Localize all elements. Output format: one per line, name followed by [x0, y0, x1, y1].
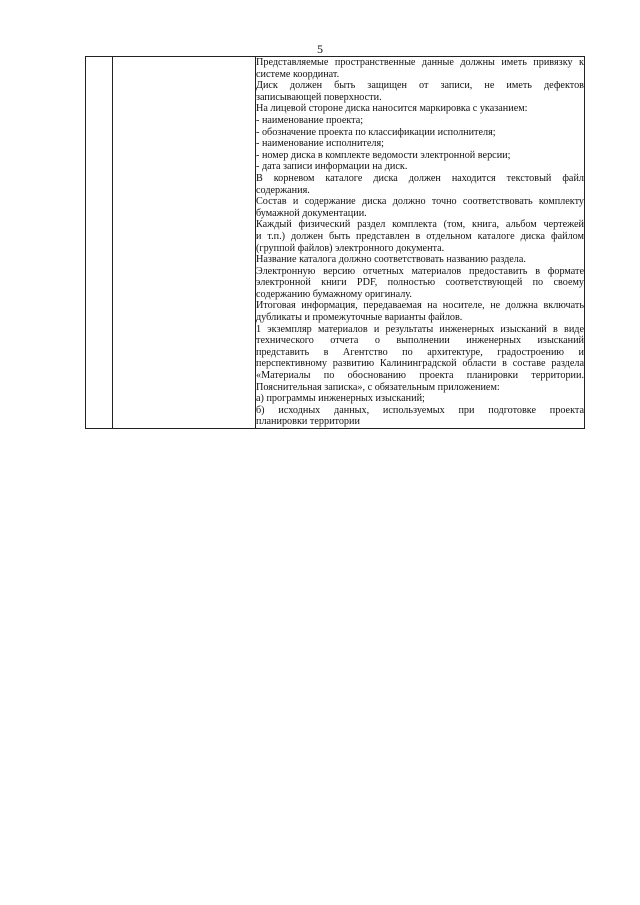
text-line: записывающей поверхности. — [256, 91, 382, 103]
text-line: планировки территории — [256, 416, 360, 428]
text-line: - наименование исполнителя; — [256, 138, 384, 150]
text-line: «Материалы по обоснованию проекта планировки территории. — [256, 370, 584, 382]
text-line: технического отчета о выполнении инженерных изысканий — [256, 335, 584, 347]
text-line: Название каталога должно соответствовать названию раздела. — [256, 254, 526, 266]
text-line: дубликаты и промежуточные варианты файлов. — [256, 312, 463, 324]
text-line: содержания. — [256, 184, 310, 196]
text-line: На лицевой стороне диска наносится маркировка с указанием: — [256, 103, 528, 115]
text-line: Итоговая информация, передаваемая на носителе, не должна включать — [256, 300, 584, 312]
text-line: электронной книги PDF, полностью соответствующей по своему — [256, 277, 584, 289]
text-line: - дата записи информации на диск. — [256, 161, 408, 173]
text-line: В корневом каталоге диска должен находится текстовый файл — [256, 172, 584, 184]
text-line: а) программы инженерных изысканий; — [256, 393, 425, 405]
table-cell-requirements — [256, 57, 585, 429]
text-line: б) исходных данных, используемых при подготовке проекта — [256, 404, 584, 416]
text-line: перспективному развитию Калининградской области в составе раздела — [256, 358, 584, 370]
text-line: - наименование проекта; — [256, 114, 364, 126]
text-line: 1 экземпляр материалов и результаты инженерных изысканий в виде — [256, 323, 584, 335]
text-line: и т.п.) должен быть представлен в отдельном каталоге диска файлом — [256, 230, 584, 242]
text-line: Пояснительная записка», с обязательным приложением: — [256, 381, 500, 393]
text-line: - номер диска в комплекте ведомости электронной версии; — [256, 149, 511, 161]
table-row — [86, 57, 585, 429]
requirements-table — [85, 56, 585, 429]
text-line: Представляемые пространственные данные должны иметь привязку к — [256, 57, 584, 68]
text-line: представить в Агентство по архитектуре, градостроению и — [256, 346, 584, 358]
text-line: содержанию бумажному оригиналу. — [256, 288, 412, 300]
text-line: - обозначение проекта по классификации исполнителя; — [256, 126, 496, 138]
text-line: системе координат. — [256, 68, 340, 80]
page-number: 5 — [317, 42, 323, 56]
text-line: бумажной документации. — [256, 207, 367, 219]
table-cell-index — [86, 57, 113, 429]
requirements-text — [256, 57, 584, 428]
text-line: (группой файлов) электронного документа. — [256, 242, 445, 254]
text-line: Диск должен быть защищен от записи, не иметь дефектов — [256, 80, 584, 92]
table-cell-section — [113, 57, 256, 429]
text-line: Состав и содержание диска должно точно соответствовать комплекту — [256, 196, 584, 208]
text-line: Электронную версию отчетных материалов предоставить в формате — [256, 265, 584, 277]
text-line: Каждый физический раздел комплекта (том, книга, альбом чертежей — [256, 219, 584, 231]
